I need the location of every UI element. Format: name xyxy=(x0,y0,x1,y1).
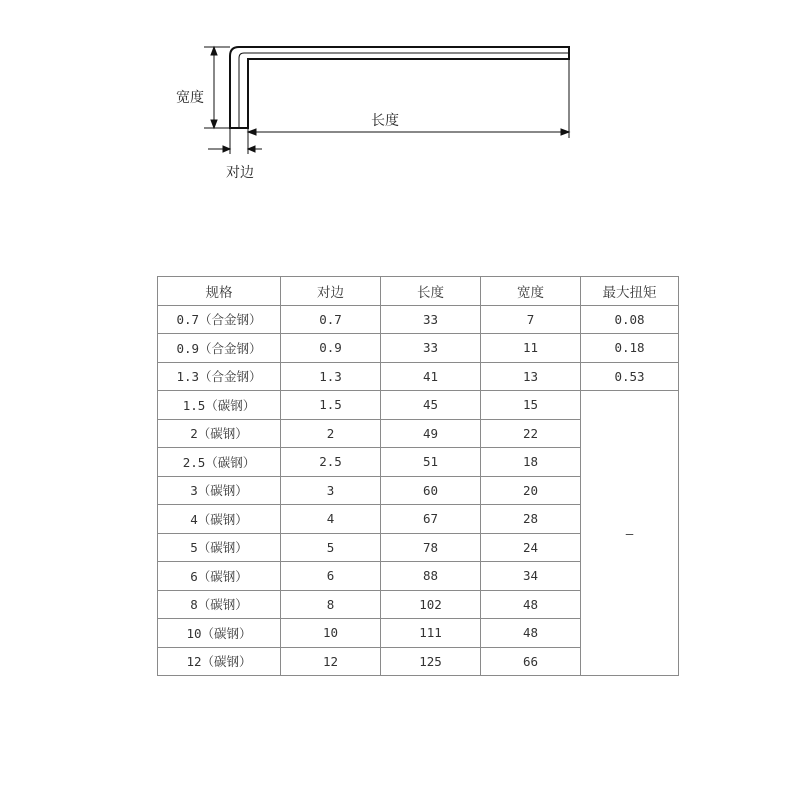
cell-max-torque: 0.08 xyxy=(581,305,679,334)
width-label: 宽度 xyxy=(176,90,204,106)
cell-width: 24 xyxy=(481,533,581,562)
cell-length: 102 xyxy=(381,590,481,619)
cell-spec: 6（碳钢） xyxy=(158,562,281,591)
cell-max-torque: 0.18 xyxy=(581,334,679,363)
cell-width: 20 xyxy=(481,476,581,505)
cell-across-flats: 6 xyxy=(281,562,381,591)
cell-across-flats: 3 xyxy=(281,476,381,505)
cell-across-flats: 12 xyxy=(281,647,381,676)
cell-max-torque-merged: – xyxy=(581,391,679,676)
cell-across-flats: 1.5 xyxy=(281,391,381,420)
cell-length: 33 xyxy=(381,305,481,334)
cell-spec: 3（碳钢） xyxy=(158,476,281,505)
cell-length: 125 xyxy=(381,647,481,676)
cell-length: 41 xyxy=(381,362,481,391)
cell-length: 111 xyxy=(381,619,481,648)
cell-width: 15 xyxy=(481,391,581,420)
cell-spec: 5（碳钢） xyxy=(158,533,281,562)
cell-length: 45 xyxy=(381,391,481,420)
cell-spec: 1.3（合金钢） xyxy=(158,362,281,391)
table-row xyxy=(158,305,679,334)
cell-across-flats: 10 xyxy=(281,619,381,648)
cell-spec: 0.7（合金钢） xyxy=(158,305,281,334)
width-dimension-line xyxy=(204,47,230,128)
cell-length: 51 xyxy=(381,448,481,477)
table-row xyxy=(158,334,679,363)
cell-width: 34 xyxy=(481,562,581,591)
cell-length: 88 xyxy=(381,562,481,591)
cell-max-torque: 0.53 xyxy=(581,362,679,391)
cell-width: 22 xyxy=(481,419,581,448)
cell-across-flats: 8 xyxy=(281,590,381,619)
length-dimension-line xyxy=(248,59,569,138)
header-max-torque: 最大扭矩 xyxy=(581,277,679,306)
cell-width: 13 xyxy=(481,362,581,391)
cell-length: 33 xyxy=(381,334,481,363)
cell-width: 66 xyxy=(481,647,581,676)
header-spec: 规格 xyxy=(158,277,281,306)
cell-across-flats: 2.5 xyxy=(281,448,381,477)
cell-spec: 1.5（碳钢） xyxy=(158,391,281,420)
cell-length: 67 xyxy=(381,505,481,534)
cell-length: 60 xyxy=(381,476,481,505)
cell-width: 28 xyxy=(481,505,581,534)
table-row xyxy=(158,362,679,391)
cell-across-flats: 5 xyxy=(281,533,381,562)
cell-across-flats: 1.3 xyxy=(281,362,381,391)
cell-across-flats: 0.9 xyxy=(281,334,381,363)
cell-width: 48 xyxy=(481,619,581,648)
cell-spec: 2.5（碳钢） xyxy=(158,448,281,477)
cell-width: 11 xyxy=(481,334,581,363)
cell-width: 48 xyxy=(481,590,581,619)
spec-table xyxy=(157,276,679,676)
header-length: 长度 xyxy=(381,277,481,306)
cell-across-flats: 4 xyxy=(281,505,381,534)
cell-spec: 0.9（合金钢） xyxy=(158,334,281,363)
across-flats-label: 对边 xyxy=(226,165,254,181)
cell-across-flats: 0.7 xyxy=(281,305,381,334)
cell-spec: 2（碳钢） xyxy=(158,419,281,448)
cell-spec: 10（碳钢） xyxy=(158,619,281,648)
cell-across-flats: 2 xyxy=(281,419,381,448)
length-label: 长度 xyxy=(371,113,399,129)
table-header-row xyxy=(158,277,679,306)
hex-key-diagram xyxy=(0,0,790,200)
table-row xyxy=(158,391,679,420)
hex-key-shape xyxy=(230,47,569,128)
header-width: 宽度 xyxy=(481,277,581,306)
cell-spec: 4（碳钢） xyxy=(158,505,281,534)
cell-length: 49 xyxy=(381,419,481,448)
cell-length: 78 xyxy=(381,533,481,562)
cell-width: 18 xyxy=(481,448,581,477)
cell-spec: 8（碳钢） xyxy=(158,590,281,619)
hex-key-inner-line xyxy=(239,53,569,128)
cell-spec: 12（碳钢） xyxy=(158,647,281,676)
cell-width: 7 xyxy=(481,305,581,334)
header-across-flats: 对边 xyxy=(281,277,381,306)
